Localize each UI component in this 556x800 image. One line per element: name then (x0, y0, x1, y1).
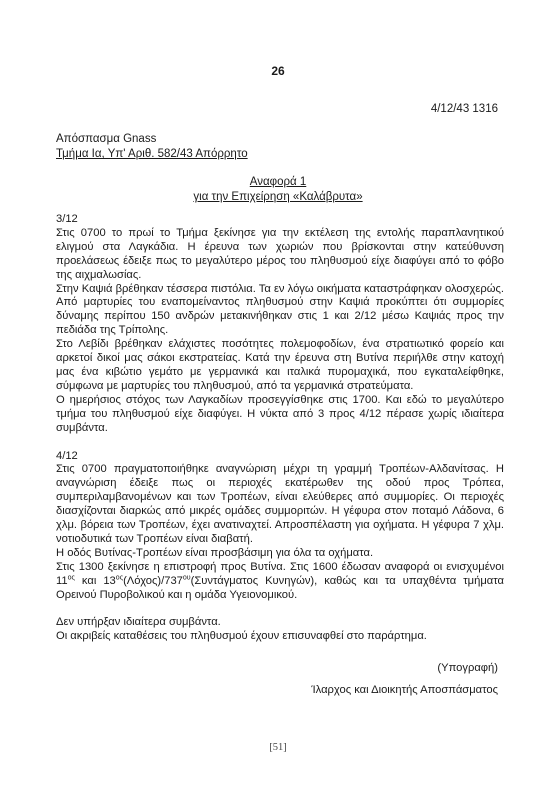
text-run: (Λόχος)/737 (123, 574, 183, 587)
closing-line: Οι ακριβείς καταθέσεις του πληθυσμού έχουν επισυναφθεί στο παράρτημα. (56, 630, 427, 643)
closing-line: Δεν υπήρξαν ιδιαίτερα συμβάντα. (56, 616, 221, 629)
paragraph: Ο ημερήσιος στόχος των Λαγκαδίων προσεγγίσθηκε στις 1700. Και εδώ το μεγαλύτερο τμήμα του πληθυσμού είχε διαφύγει. Η νύκτα από 3 προς 4/12 πέρασε χωρίς ιδιαίτερα συμβάντα. (56, 393, 504, 434)
text-run: (Συντάγματος Κυνηγών), καθώς και τα υπαχθέντα τμήματα Ορεινού Πυροβολικού και η ομάδα Υγειονομικού. (56, 574, 504, 601)
report-subtitle: για την Επιχείρηση «Καλάβρυτα» (193, 191, 363, 203)
section-date: 3/12 (56, 213, 78, 225)
text-run: και 13 (74, 574, 116, 587)
archive-page-number: [51] (269, 742, 287, 753)
signature-label: (Υπογραφή) (437, 662, 498, 674)
paragraph: Στην Καψιά βρέθηκαν τέσσερα πιστόλια. Τα εν λόγω οικήματα καταστράφηκαν ολοσχερώς. Από μαρτυρίες του εναπομείναντος πληθυσμού στην Καψιά προκύπτει ότι συμμορίες δύναμης περίπου 150 ανδρών μετακινήθηκαν στις 1 και 2/12 μέσω Καψιάς προς την πεδιάδα της Τρίπολης. (56, 282, 504, 337)
document-header (56, 132, 506, 162)
signatory-title: Ίλαρχος και Διοικητής Αποσπάσματος (311, 684, 498, 696)
paragraph: Η οδός Βυτίνας-Τροπέων είναι προσβάσιμη για όλα τα οχήματα. (56, 546, 374, 559)
ordinal-suffix: ου (182, 573, 191, 581)
section-date: 4/12 (56, 449, 78, 462)
document-title (0, 175, 556, 205)
paragraph (56, 561, 504, 603)
document-date-reference: 4/12/43 1316 (430, 103, 498, 115)
document-reference: Τμήμα Ια, Υπ' Αριθ. 582/43 Απόρρητο (56, 148, 248, 160)
ordinal-suffix: ος (67, 573, 75, 581)
text-run: Στις 1300 ξεκίνησε η επιστροφή προς Βυτίνα. Στις 1600 έδωσαν αναφορά οι ενισχυμένοι 11 (56, 560, 504, 587)
ordinal-suffix: ος (115, 573, 124, 581)
paragraph: Στις 0700 το πρωί το Τμήμα ξεκίνησε για την εκτέλεση της εντολής παραπλανητικού ελιγμού στα Λαγκάδια. Η έρευνα των χωριών που βρίσκονται στην κατεύθυνση προελάσεως έδειξε πως το μεγαλύτερο μέρος του πληθυσμού είχε διαφύγει από το φόβο της αιχμαλωσίας. (56, 226, 504, 281)
paragraph: Στις 0700 πραγματοποιήθηκε αναγνώριση μέχρι τη γραμμή Τροπέων-Αλδανίτσας. Η αναγνώριση έδειξε πως οι περιοχές εκατέρωθεν της οδού προς Τρόπεα, συμπεριλαμβανομένων και των Τροπέων, είναι ελεύθερες από συμμορίες. Οι περιοχές διασχίζονται διαρκώς από μικρές ομάδες συμμοριτών. Η γέφυρα στον ποταμό Λάδονα, 6 χλμ. βόρεια των Τροπέων, έχει ανατιναχτεί. Απροσπέλαστη για οχήματα. Η γέφυρα 7 χλμ. νοτιοδυτικά των Τροπέων είναι διαβατή. (56, 463, 504, 545)
signature-block (311, 657, 498, 701)
report-title: Αναφορά 1 (249, 176, 307, 188)
issuing-unit: Απόσπασμα Gnass (56, 133, 157, 145)
page-number: 26 (271, 64, 285, 78)
report-body (56, 213, 504, 644)
paragraph: Στο Λεβίδι βρέθηκαν ελάχιστες ποσότητες πολεμοφοδίων, ένα στρατιωτικό φορείο και αρκετοί δικοί μας σάκοι εκστρατείας. Κατά την έρευνα στη Βυτίνα περιήλθε στην κατοχή μας ένα κιβώτιο γεμάτο με γερμανικά και ιταλικά πυρομαχικά, που εγκαταλείφθηκε, σύμφωνα με μαρτυρίες του πληθυσμού, από τα γερμανικά στρατεύματα. (56, 338, 504, 392)
